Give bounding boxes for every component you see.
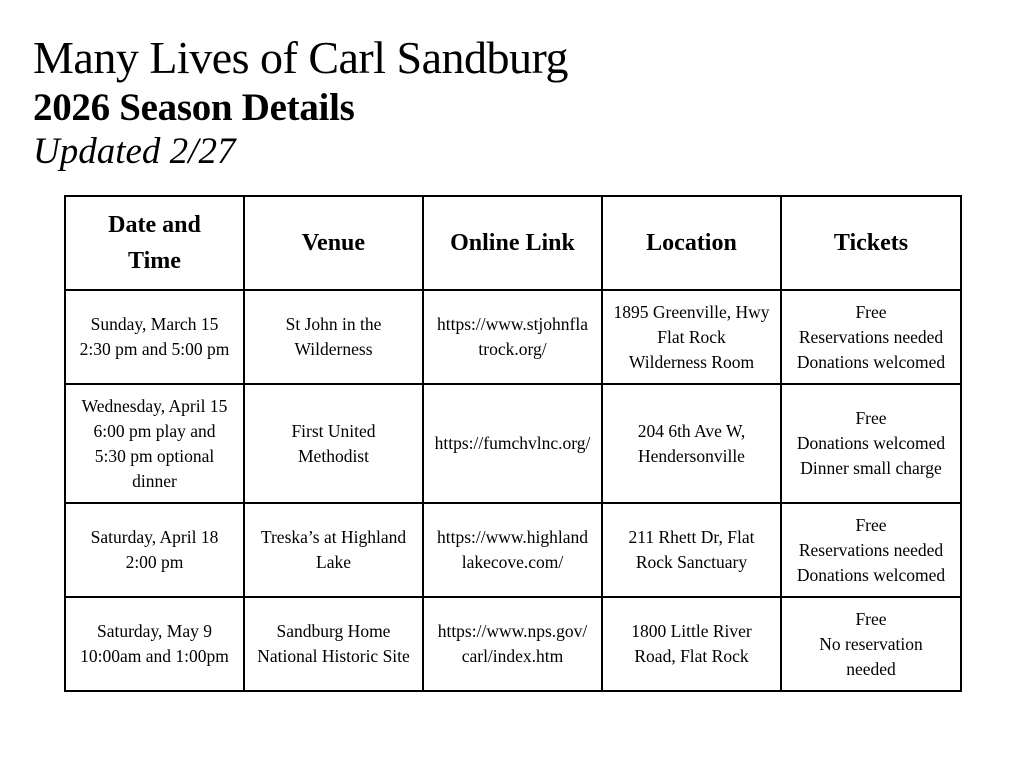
table-row bbox=[65, 384, 961, 503]
column-header-location: Location bbox=[602, 196, 781, 290]
cell-location: 204 6th Ave W, Hendersonville bbox=[602, 384, 781, 503]
cell-venue: St John in the Wilderness bbox=[244, 290, 423, 384]
cell-venue: First United Methodist bbox=[244, 384, 423, 503]
column-header-date-time: Date and Time bbox=[65, 196, 244, 290]
cell-date-time: Wednesday, April 15 6:00 pm play and 5:30 pm optional dinner bbox=[65, 384, 244, 503]
cell-online-link[interactable]: https://www.nps.gov/ carl/index.htm bbox=[423, 597, 602, 691]
season-heading: 2026 Season Details bbox=[33, 86, 355, 129]
cell-tickets: Free Reservations needed Donations welcomed bbox=[781, 503, 961, 597]
column-header-online-link: Online Link bbox=[423, 196, 602, 290]
cell-venue: Treska’s at Highland Lake bbox=[244, 503, 423, 597]
table-header-row bbox=[65, 196, 961, 290]
cell-online-link[interactable]: https://www.highland lakecove.com/ bbox=[423, 503, 602, 597]
cell-location: 211 Rhett Dr, Flat Rock Sanctuary bbox=[602, 503, 781, 597]
cell-online-link[interactable]: https://www.stjohnfla trock.org/ bbox=[423, 290, 602, 384]
cell-date-time: Sunday, March 15 2:30 pm and 5:00 pm bbox=[65, 290, 244, 384]
cell-tickets: Free Donations welcomed Dinner small charge bbox=[781, 384, 961, 503]
cell-location: 1800 Little River Road, Flat Rock bbox=[602, 597, 781, 691]
cell-location: 1895 Greenville, Hwy Flat Rock Wilderness Room bbox=[602, 290, 781, 384]
column-header-tickets: Tickets bbox=[781, 196, 961, 290]
cell-date-time: Saturday, May 9 10:00am and 1:00pm bbox=[65, 597, 244, 691]
column-header-venue: Venue bbox=[244, 196, 423, 290]
cell-venue: Sandburg Home National Historic Site bbox=[244, 597, 423, 691]
updated-date: Updated 2/27 bbox=[33, 131, 236, 172]
document-title: Many Lives of Carl Sandburg bbox=[33, 32, 569, 83]
season-schedule-table bbox=[64, 195, 962, 692]
document-header bbox=[33, 30, 568, 174]
cell-date-time: Saturday, April 18 2:00 pm bbox=[65, 503, 244, 597]
table-row bbox=[65, 290, 961, 384]
table-row bbox=[65, 503, 961, 597]
table-row bbox=[65, 597, 961, 691]
cell-tickets: Free Reservations needed Donations welcomed bbox=[781, 290, 961, 384]
cell-online-link[interactable]: https://fumchvlnc.org/ bbox=[423, 384, 602, 503]
cell-tickets: Free No reservation needed bbox=[781, 597, 961, 691]
